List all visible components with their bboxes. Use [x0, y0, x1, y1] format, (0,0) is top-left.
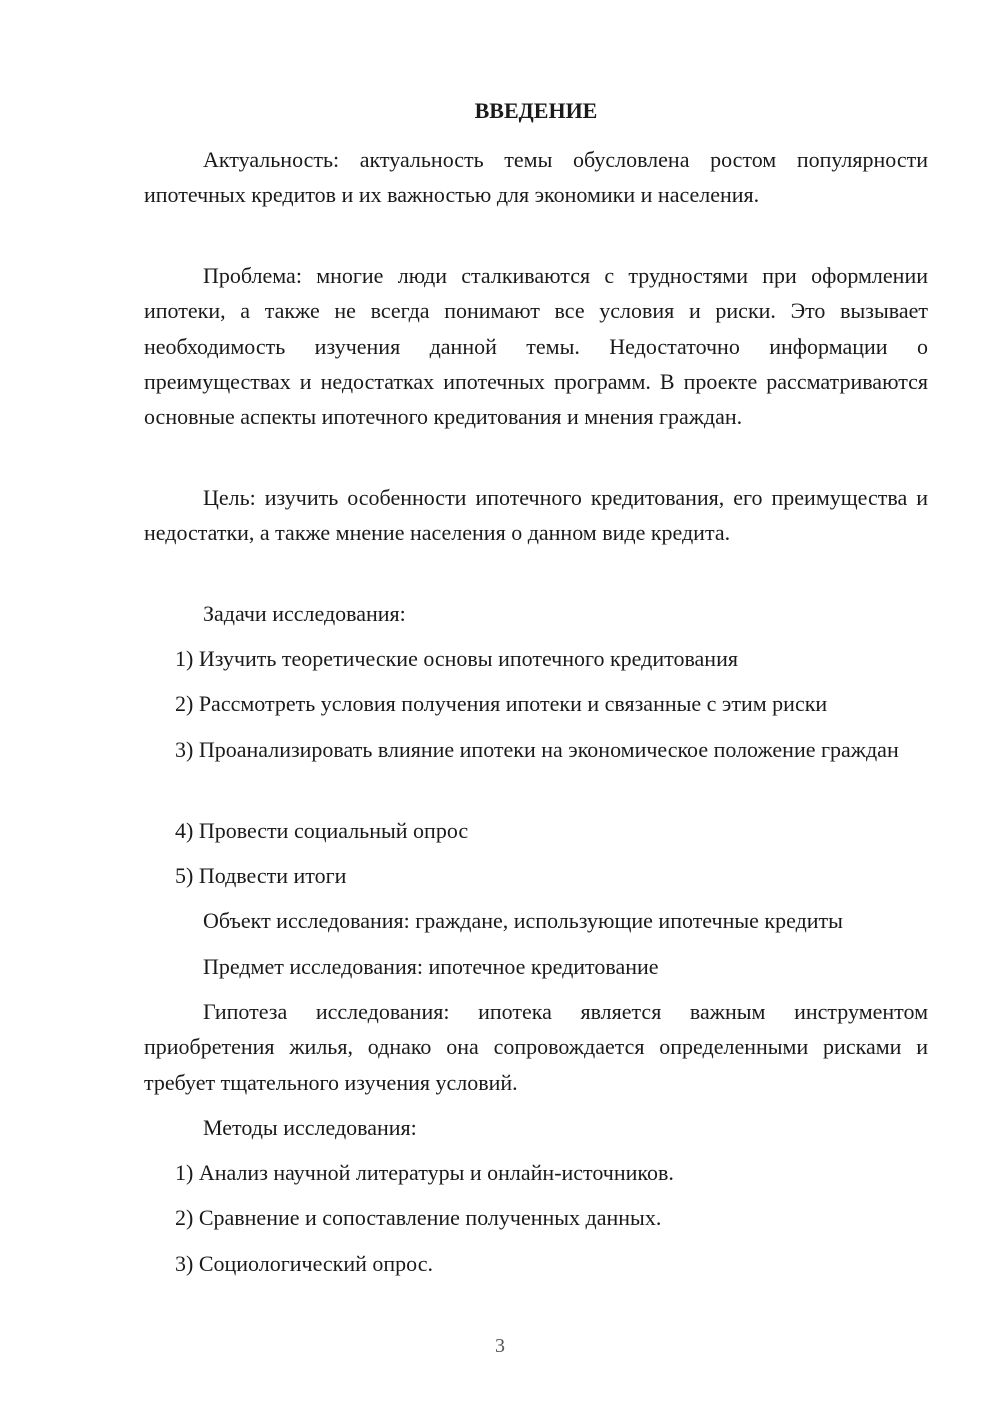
task-item-4: 4) Провести социальный опрос	[175, 818, 469, 843]
task-item-3: 3) Проанализировать влияние ипотеки на экономическое положение граждан	[175, 737, 899, 762]
object-paragraph: Объект исследования: граждане, использующие ипотечные кредиты	[203, 908, 843, 933]
page-title: ВВЕДЕНИЕ	[474, 98, 598, 123]
method-item-2: 2) Сравнение и сопоставление полученных данных.	[175, 1205, 662, 1230]
method-item-1: 1) Анализ научной литературы и онлайн-источников.	[175, 1160, 674, 1185]
methods-heading: Методы исследования:	[203, 1115, 417, 1140]
problem-paragraph: Проблема: многие люди сталкиваются с трудностями при оформлении ипотеки, а также не всегда понимают все условия и риски. Это вызывает необходимость изучения данной темы. Недостаточно информации о преимуществах и недостатках ипотечных программ. В проекте рассматриваются основные аспекты ипотечного кредитования и мнения граждан.	[144, 263, 928, 430]
subject-paragraph: Предмет исследования: ипотечное кредитование	[203, 954, 659, 979]
goal-paragraph: Цель: изучить особенности ипотечного кредитования, его преимущества и недостатки, а также мнение населения о данном виде кредита.	[144, 485, 928, 546]
task-item-1: 1) Изучить теоретические основы ипотечного кредитования	[175, 646, 738, 671]
task-item-2: 2) Рассмотреть условия получения ипотеки и связанные с этим риски	[175, 691, 828, 716]
hypothesis-paragraph: Гипотеза исследования: ипотека является важным инструментом приобретения жилья, однако она сопровождается определенными рисками и требует тщательного изучения условий.	[144, 999, 928, 1095]
page-number: 3	[495, 1335, 505, 1357]
tasks-heading: Задачи исследования:	[203, 601, 406, 626]
relevance-paragraph: Актуальность: актуальность темы обусловлена ростом популярности ипотечных кредитов и их важностью для экономики и населения.	[144, 147, 928, 208]
method-item-3: 3) Социологический опрос.	[175, 1251, 433, 1276]
task-item-5: 5) Подвести итоги	[175, 863, 347, 888]
